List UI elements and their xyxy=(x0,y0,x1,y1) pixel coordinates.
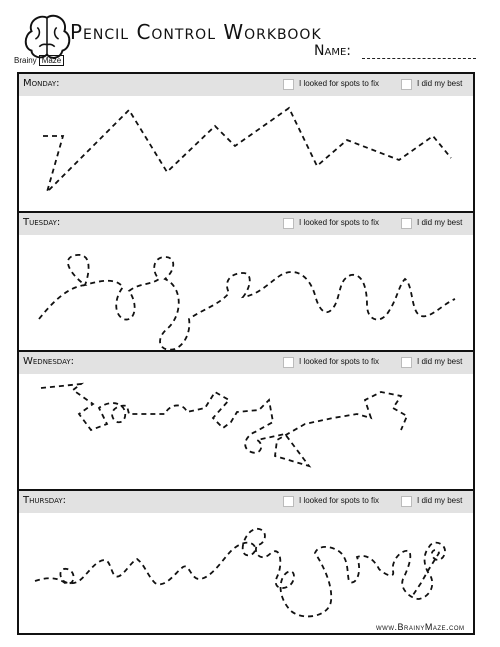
monday-panel xyxy=(19,74,473,213)
wednesday-panel xyxy=(19,352,473,491)
tuesday-panel xyxy=(19,213,473,352)
day-header-bar xyxy=(19,74,473,96)
day-label: Tuesday: xyxy=(23,217,61,228)
best-label: I did my best xyxy=(417,79,463,88)
day-header-bar xyxy=(19,352,473,374)
name-field-line[interactable] xyxy=(362,58,476,59)
name-label: Name: xyxy=(314,43,351,59)
best-checkbox[interactable] xyxy=(401,218,412,229)
looked-checkbox[interactable] xyxy=(283,218,294,229)
day-label: Thursday: xyxy=(23,495,66,506)
angular-trace-line[interactable] xyxy=(19,374,473,489)
looked-checkbox[interactable] xyxy=(283,357,294,368)
looked-checkbox[interactable] xyxy=(283,79,294,90)
best-label: I did my best xyxy=(417,357,463,366)
best-label: I did my best xyxy=(417,496,463,505)
looked-label: I looked for spots to fix xyxy=(299,218,380,227)
looked-checkbox[interactable] xyxy=(283,496,294,507)
footer-website: www.BrainyMaze.com xyxy=(376,622,465,632)
day-label: Wednesday: xyxy=(23,356,74,367)
best-checkbox[interactable] xyxy=(401,496,412,507)
thursday-panel xyxy=(19,491,473,633)
day-label: Monday: xyxy=(23,78,60,89)
page-header xyxy=(0,0,500,72)
day-header-bar xyxy=(19,491,473,513)
best-checkbox[interactable] xyxy=(401,357,412,368)
brand-logo-text: Brainy Maze xyxy=(14,56,64,65)
looked-label: I looked for spots to fix xyxy=(299,79,380,88)
loop-trace-line[interactable] xyxy=(19,235,473,350)
best-label: I did my best xyxy=(417,218,463,227)
swirl-trace-line[interactable] xyxy=(19,513,473,631)
looked-label: I looked for spots to fix xyxy=(299,357,380,366)
page-title: Pencil Control Workbook xyxy=(70,20,322,44)
zigzag-trace-line[interactable] xyxy=(19,96,473,211)
best-checkbox[interactable] xyxy=(401,79,412,90)
day-header-bar xyxy=(19,213,473,235)
looked-label: I looked for spots to fix xyxy=(299,496,380,505)
worksheet xyxy=(17,72,475,635)
